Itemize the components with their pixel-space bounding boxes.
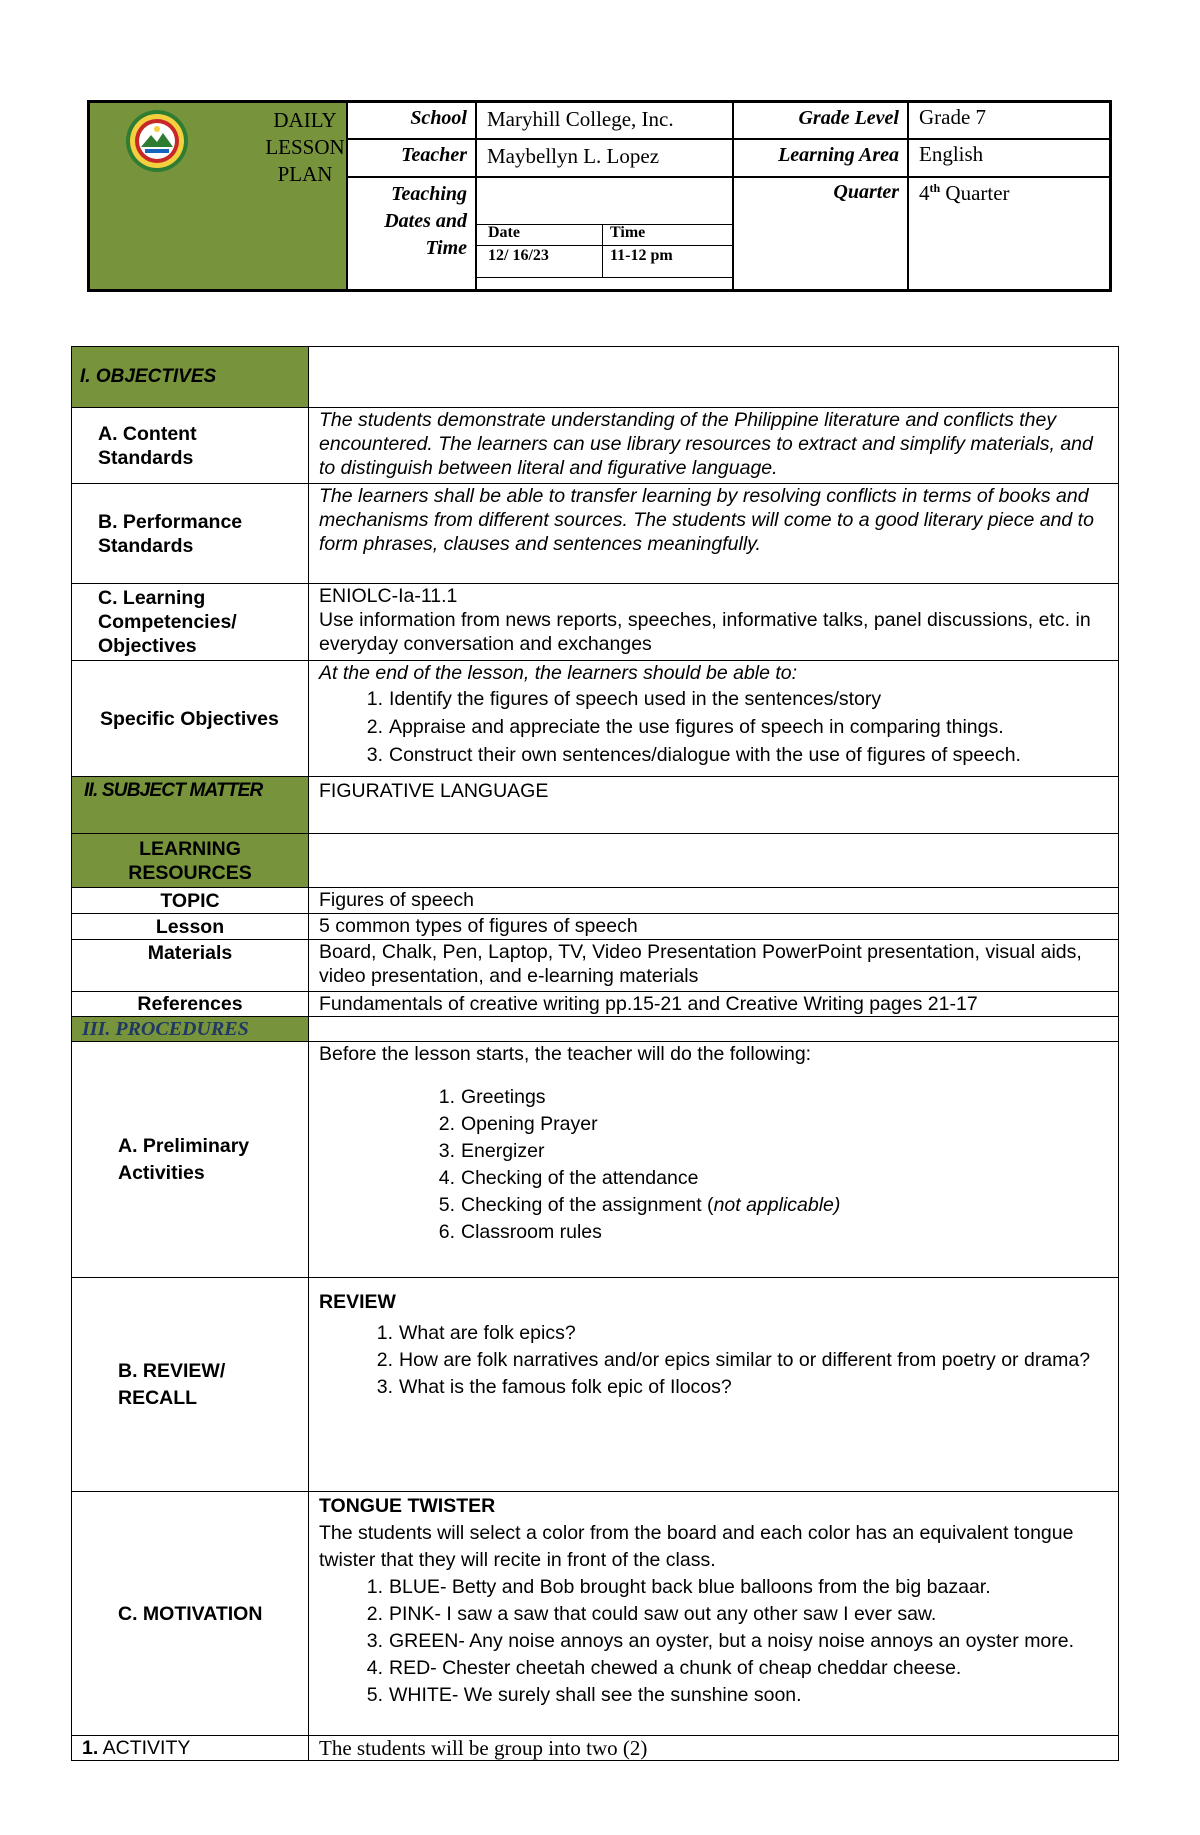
learning-resources-row <box>71 833 1119 887</box>
content-standards-row <box>71 407 1119 483</box>
time-label: Time <box>610 224 646 241</box>
procedures-heading-cell <box>72 1017 309 1041</box>
review-label: B. REVIEW/ RECALL <box>118 1359 226 1409</box>
divider <box>477 245 732 246</box>
review-cell <box>309 1278 1118 1491</box>
competencies-label-cell <box>72 584 309 660</box>
competencies-label: C. Learning Competencies/ Objectives <box>98 587 237 657</box>
quarter-label: Quarter <box>833 181 899 203</box>
materials-label-cell <box>72 940 309 991</box>
divider <box>348 176 1109 178</box>
lesson-plan-header <box>87 100 1112 292</box>
list-item: 2. PINK- I saw a saw that could saw out any other saw I ever saw. <box>366 1603 937 1625</box>
activity-label-cell <box>72 1736 309 1760</box>
materials-value: Board, Chalk, Pen, Laptop, TV, Video Presentation PowerPoint presentation, visual aids, video presentation, and e-learning materials <box>319 941 1082 987</box>
competency-code: ENIOLC-Ia-11.1 <box>319 585 458 607</box>
preliminary-activities-row <box>71 1041 1119 1277</box>
content-standards-label-cell <box>72 408 309 483</box>
materials-row <box>71 939 1119 991</box>
references-label-cell <box>72 992 309 1016</box>
list-item: 2. Appraise and appreciate the use figures of speech in comparing things. <box>366 716 1004 738</box>
competencies-row <box>71 583 1119 660</box>
list-item: 5. WHITE- We surely shall see the sunshine soon. <box>366 1684 802 1706</box>
lesson-value: 5 common types of figures of speech <box>319 915 638 937</box>
list-item-text: Classroom rules <box>461 1221 602 1243</box>
references-value: Fundamentals of creative writing pp.15-21 and Creative Writing pages 21-17 <box>319 993 978 1015</box>
review-row <box>71 1277 1119 1491</box>
list-item: 1. BLUE- Betty and Bob brought back blue balloons from the big bazaar. <box>366 1576 991 1598</box>
performance-standards-label: B. Performance Standards <box>98 510 243 557</box>
motivation-intro: The students will select a color from the board and each color has an equivalent tongue twister that they will recite in front of the class. <box>319 1522 1074 1571</box>
topic-value: Figures of speech <box>319 889 475 911</box>
teacher-value: Maybellyn L. Lopez <box>487 144 660 168</box>
school-seal-icon <box>125 109 189 173</box>
list-item: 1. Identify the figures of speech used in the sentences/story <box>366 688 882 710</box>
activity-label <box>72 1736 308 1760</box>
motivation-list <box>366 1574 1108 1709</box>
date-label: Date <box>488 224 520 241</box>
list-item: 3. What is the famous folk epic of Ilocos? <box>376 1376 732 1398</box>
time-value: 11-12 pm <box>610 247 673 264</box>
quarter-word: Quarter <box>945 181 1010 205</box>
topic-label: TOPIC <box>160 889 220 912</box>
lesson-row <box>71 913 1119 939</box>
list-item-text: How are folk narratives and/or epics similar to or different from poetry or drama? <box>399 1349 1091 1371</box>
topic-label-cell <box>72 888 309 913</box>
list-item: 3. GREEN- Any noise annoys an oyster, but a noisy noise annoys an oyster more. <box>366 1630 1075 1652</box>
teacher-label: Teacher <box>401 144 467 166</box>
list-item-text: Checking of the assignment ( <box>461 1194 714 1216</box>
list-item-note: not applicable) <box>713 1194 841 1216</box>
title-cell <box>90 103 348 289</box>
document-title: DAILY LESSON PLAN <box>265 108 345 186</box>
learning-resources-heading: LEARNING RESOURCES <box>128 837 252 884</box>
materials-label: Materials <box>147 942 233 964</box>
learning-area-value: English <box>919 142 984 166</box>
divider <box>602 224 603 277</box>
date-value: 12/ 16/23 <box>488 247 549 264</box>
topic-row <box>71 887 1119 913</box>
preliminary-list <box>438 1084 1108 1246</box>
references-label: References <box>137 993 243 1015</box>
specific-objectives-label: Specific Objectives <box>100 707 279 730</box>
subject-matter-heading-cell <box>72 777 309 833</box>
list-item-text: BLUE- Betty and Bob brought back blue balloons from the big bazaar. <box>389 1576 991 1598</box>
learning-resources-value <box>309 834 1118 887</box>
preliminary-label: A. Preliminary Activities <box>118 1134 250 1184</box>
list-item-text: WHITE- We surely shall see the sunshine soon. <box>389 1684 802 1706</box>
list-item: 3. Energizer <box>438 1140 545 1162</box>
list-item-text: GREEN- Any noise annoys an oyster, but a noisy noise annoys an oyster more. <box>389 1630 1075 1652</box>
learning-resources-cell <box>72 834 309 887</box>
list-item-text: Energizer <box>461 1140 545 1162</box>
list-item: 2. Opening Prayer <box>438 1113 598 1135</box>
divider <box>477 277 732 278</box>
specific-objectives-cell <box>309 661 1118 776</box>
list-item: 1. Greetings <box>438 1086 546 1108</box>
activity-text: The students will be group into two (2) <box>319 1736 648 1760</box>
procedures-heading: III. PROCEDURES <box>82 1018 249 1040</box>
quarter-value <box>909 181 1109 206</box>
list-item-text: Checking of the attendance <box>461 1167 699 1189</box>
references-row <box>71 991 1119 1016</box>
quarter-number: 4 <box>919 181 930 205</box>
activity-row <box>71 1735 1119 1761</box>
review-list <box>376 1320 1108 1401</box>
specific-objectives-label-cell <box>72 661 309 776</box>
objectives-heading: I. OBJECTIVES <box>80 366 217 387</box>
review-heading: REVIEW <box>319 1291 396 1313</box>
list-item-text: Construct their own sentences/dialogue with the use of figures of speech. <box>389 744 1021 766</box>
list-item-text: Appraise and appreciate the use figures of speech in comparing things. <box>389 716 1004 738</box>
content-standards-text: The students demonstrate understanding of the Philippine literature and conflicts they encountered. The learners can use library resources to extract and simplify materials, and to distinguish between literal and figurative language. <box>319 409 1093 479</box>
lesson-label: Lesson <box>155 915 225 938</box>
list-item: 4. RED- Chester cheetah chewed a chunk of cheap cheddar cheese. <box>366 1657 962 1679</box>
performance-standards-label-cell <box>72 484 309 583</box>
motivation-row <box>71 1491 1119 1735</box>
list-item-text: RED- Chester cheetah chewed a chunk of cheap cheddar cheese. <box>389 1657 962 1679</box>
school-label: School <box>410 107 467 129</box>
performance-standards-text: The learners shall be able to transfer learning by resolving conflicts in terms of books and mechanisms from different sources. The students will come to a good literary piece and to form phrases, clauses and sentences meaningfully. <box>319 485 1094 555</box>
list-item: 1. What are folk epics? <box>376 1322 576 1344</box>
grade-level-value: Grade 7 <box>919 105 987 129</box>
motivation-label: C. MOTIVATION <box>118 1602 263 1625</box>
subject-matter-row <box>71 776 1119 833</box>
content-standards-label: A. Content Standards <box>98 422 197 469</box>
specific-objectives-list <box>366 685 1108 769</box>
activity-label-text: ACTIVITY <box>102 1737 191 1759</box>
subject-matter-value: FIGURATIVE LANGUAGE <box>319 780 549 802</box>
list-item-text: What is the famous folk epic of Ilocos? <box>399 1376 732 1398</box>
learning-area-label: Learning Area <box>778 144 899 166</box>
divider <box>348 138 1109 140</box>
list-item-text: What are folk epics? <box>399 1322 576 1344</box>
performance-standards-row <box>71 483 1119 583</box>
list-item: 6. Classroom rules <box>438 1221 602 1243</box>
competency-text: Use information from news reports, speeches, informative talks, panel discussions, etc. in everyday conversation and exchanges <box>319 609 1091 655</box>
preliminary-label-cell <box>72 1042 309 1277</box>
quarter-suffix: th <box>929 181 941 195</box>
procedures-heading-row <box>71 1016 1119 1041</box>
objectives-heading-cell <box>72 347 309 407</box>
motivation-label-cell <box>72 1492 309 1735</box>
preliminary-intro: Before the lesson starts, the teacher will do the following: <box>319 1043 812 1065</box>
list-item: 3. Construct their own sentences/dialogue with the use of figures of speech. <box>366 744 1021 766</box>
list-item: 4. Checking of the attendance <box>438 1167 699 1189</box>
activity-number: 1. <box>82 1737 99 1759</box>
review-label-cell <box>72 1278 309 1491</box>
list-item-text: PINK- I saw a saw that could saw out any other saw I ever saw. <box>389 1603 937 1625</box>
list-item-text: Identify the figures of speech used in the sentences/story <box>389 688 882 710</box>
objectives-heading-row <box>71 346 1119 407</box>
motivation-heading: TONGUE TWISTER <box>319 1495 496 1517</box>
list-item: 5. Checking of the assignment (not applicable) <box>438 1194 841 1216</box>
list-item: 2. How are folk narratives and/or epics similar to or different from poetry or drama? <box>376 1349 1091 1371</box>
specific-intro: At the end of the lesson, the learners should be able to: <box>319 662 798 684</box>
list-item-text: Greetings <box>461 1086 546 1108</box>
school-value: Maryhill College, Inc. <box>487 107 674 131</box>
procedures-heading-value <box>309 1017 1118 1041</box>
motivation-cell <box>309 1492 1118 1735</box>
dates-label: Teaching Dates and Time <box>384 183 467 259</box>
specific-objectives-row <box>71 660 1119 776</box>
grade-level-label: Grade Level <box>798 107 899 129</box>
objectives-heading-value <box>309 347 1118 407</box>
lesson-label-cell <box>72 914 309 939</box>
preliminary-cell <box>309 1042 1118 1277</box>
subject-matter-heading: II. SUBJECT MATTER <box>84 780 263 801</box>
list-item-text: Opening Prayer <box>461 1113 598 1135</box>
competencies-cell <box>309 584 1118 660</box>
